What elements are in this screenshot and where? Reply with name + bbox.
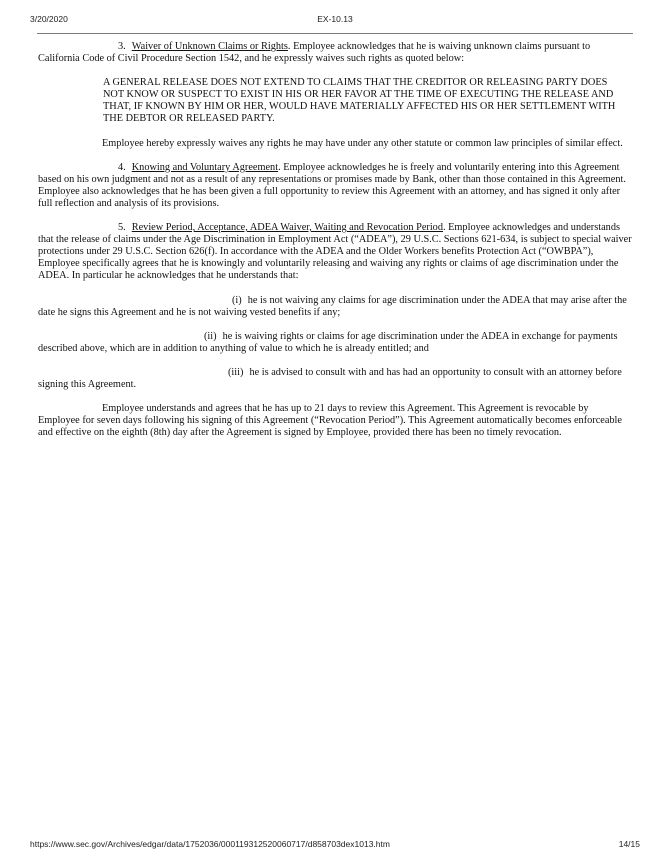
document-body — [38, 41, 632, 439]
section-3-text: . Employee acknowledges that he is waiving unknown claims pursuant to California Code of Civil Procedure Section 1542, and he expressly waives such rights as quoted below: — [38, 41, 591, 65]
list-item-ii-text: he is waiving rights or claims for age discrimination under the ADEA in exchange for payments described above, which are in addition to anything of value to which he is already entitled; and — [38, 330, 618, 354]
source-url: https://www.sec.gov/Archives/edgar/data/1752036/000119312520060717/d858703dex1013.htm — [30, 839, 390, 849]
section-4 — [38, 162, 632, 210]
list-item-i — [38, 295, 632, 319]
list-item-ii — [38, 331, 632, 355]
list-item-iii-number: (iii) — [228, 366, 244, 378]
page-number: 14/15 — [618, 839, 640, 849]
list-item-ii-number: (ii) — [204, 330, 217, 342]
section-3-number: 3. — [118, 41, 126, 52]
list-item-iii — [38, 367, 632, 391]
section-5-title: Review Period, Acceptance, ADEA Waiver, Waiting and Revocation Period — [131, 222, 443, 234]
section-3-title: Waiver of Unknown Claims or Rights — [131, 41, 288, 52]
section-3-followup: Employee hereby expressly waives any rights he may have under any other statute or common law principles of similar effect. — [102, 137, 623, 149]
header-rule — [37, 33, 633, 34]
print-date: 3/20/2020 — [30, 14, 68, 24]
section-5-text: . Employee acknowledges and understands that the release of claims under the Age Discrimination in Employment Act (“ADEA”), 29 U.S.C. Sections 621-634, is subject to special waiver protections under 29 U.S.C. Section 626(f). In accordance with the ADEA and the Older Workers benefits Protection Act (“OWBPA”), Employee specifically agrees that he is knowingly and voluntarily releasing and waiving any rights or claims of age discrimination under the ADEA. In particular he acknowledges that he understands that: — [38, 222, 632, 282]
section-5-closing: Employee understands and agrees that he has up to 21 days to review this Agreement. This Agreement is revocable by Employee for seven days following his signing of this Agreement (“Revocation Period”). This Agreement automatically becomes enforceable and effective on the eighth (8th) day after the Agreement is signed by Employee, provided there has been no timely revocation. — [38, 403, 622, 439]
section-5 — [38, 222, 632, 282]
civil-code-quote: A GENERAL RELEASE DOES NOT EXTEND TO CLAIMS THAT THE CREDITOR OR RELEASING PARTY DOES NOT KNOW OR SUSPECT TO EXIST IN HIS OR HER FAVOR AT THE TIME OF EXECUTING THE RELEASE AND THAT, IF KNOWN BY HIM OR HER, WOULD HAVE MATERIALLY AFFECTED HIS OR HER SETTLEMENT WITH THE DEBTOR OR RELEASED PARTY. — [103, 77, 616, 125]
section-4-text: . Employee acknowledges he is freely and voluntarily entering into this Agreement based on his own judgment and not as a result of any representations or promises made by Bank, other than those contained in this Agreement. Employee also acknowledges that he has been given a full opportunity to review this Agreement with an attorney, and has signed it only after full reflection and analysis of its provisions. — [38, 161, 626, 209]
section-3 — [38, 41, 632, 65]
list-item-iii-text: he is advised to consult with and has had an opportunity to consult with an attorney before signing this Agreement. — [38, 366, 622, 390]
section-4-title: Knowing and Voluntary Agreement — [131, 161, 279, 173]
list-item-i-text: he is not waiving any claims for age discrimination under the ADEA that may arise after the date he signs this Agreement and he is not waiving vested benefits if any; — [38, 294, 627, 318]
list-item-i-number: (i) — [232, 294, 242, 306]
exhibit-label: EX-10.13 — [317, 14, 353, 24]
section-5-number: 5. — [118, 222, 126, 234]
section-4-number: 4. — [118, 161, 126, 173]
